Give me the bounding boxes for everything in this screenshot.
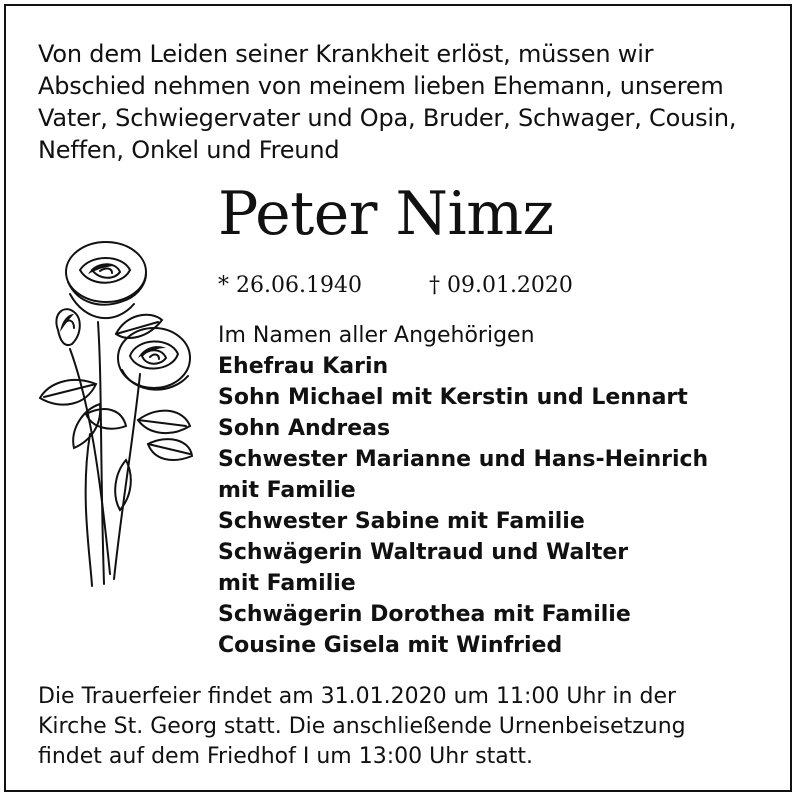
roses-illustration-icon [30, 234, 206, 604]
intro-line: Von dem Leiden seiner Krankheit erlöst, müssen wir [38, 40, 654, 68]
family-member: Ehefrau Karin [218, 354, 389, 379]
ceremony-line: findet auf dem Friedhof I um 13:00 Uhr statt. [38, 744, 533, 769]
life-dates [218, 270, 573, 302]
intro-line: Vater, Schwiegervater und Opa, Bruder, Schwager, Cousin, [38, 104, 737, 132]
family-member: mit Familie [218, 478, 356, 503]
intro-line: Abschied nehmen von meinem lieben Ehemann, unserem [38, 72, 724, 100]
ceremony-line: Die Trauerfeier findet am 31.01.2020 um 11:00 Uhr in der [38, 684, 677, 709]
family-member: Cousine Gisela mit Winfried [218, 633, 563, 658]
death-date: † 09.01.2020 [428, 273, 573, 298]
intro-text [38, 38, 768, 166]
family-member: Sohn Andreas [218, 416, 391, 441]
obituary-notice [4, 4, 792, 792]
birth-date: * 26.06.1940 [218, 273, 362, 298]
ceremony-info [38, 682, 778, 772]
deceased-name: Peter Nimz [218, 179, 554, 249]
family-intro: Im Namen aller Angehörigen [218, 323, 535, 348]
family-member: Schwester Marianne und Hans-Heinrich [218, 447, 709, 472]
intro-line: Neffen, Onkel und Freund [38, 136, 340, 164]
family-list [218, 320, 778, 661]
family-member: Schwägerin Waltraud und Walter [218, 540, 629, 565]
family-member: Schwägerin Dorothea mit Familie [218, 602, 631, 627]
family-member: Schwester Sabine mit Familie [218, 509, 585, 534]
ceremony-line: Kirche St. Georg statt. Die anschließende Urnenbeisetzung [38, 714, 686, 739]
family-member: Sohn Michael mit Kerstin und Lennart [218, 385, 688, 410]
family-member: mit Familie [218, 571, 356, 596]
